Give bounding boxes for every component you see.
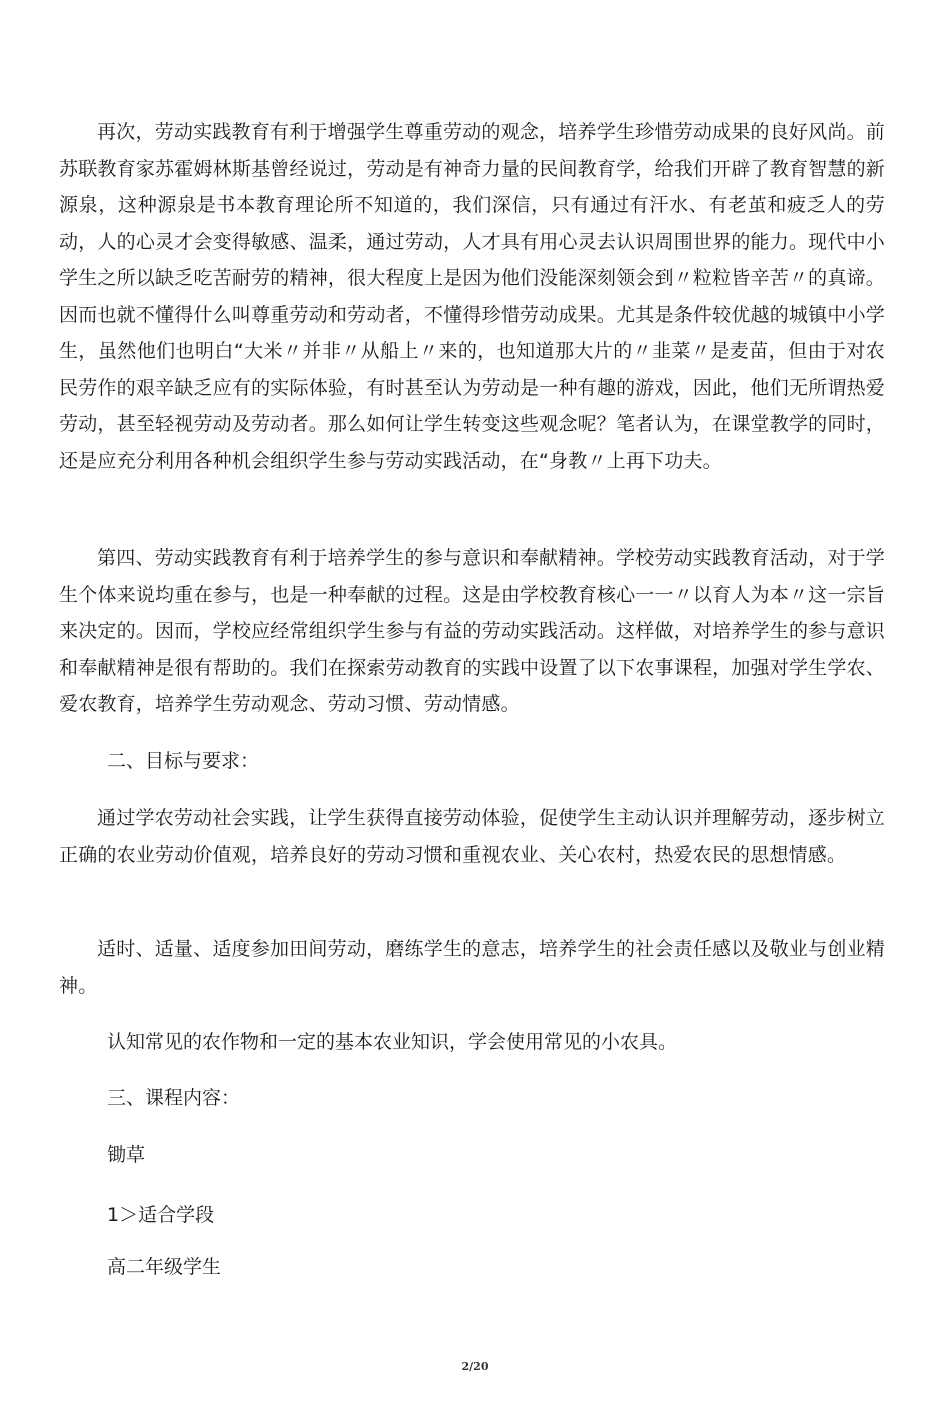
page-number: 2/20 (461, 1360, 489, 1373)
paragraph-participation: 第四、劳动实践教育有利于培养学生的参与意识和奉献精神。学校劳动实践教育活动，对于学生个体来说均重在参与，也是一种奉献的过程。这是由学校教育核心一一〃以育人为本〃这一宗旨来决定的。因而，学校应经常组织学生参与有益的劳动实践活动。这样做，对培养学生的参与意识和奉献精神是很有帮助的。我们在探索劳动教育的实践中设置了以下农事课程，加强对学生学农、爱农教育，培养学生劳动观念、劳动习惯、劳动情感。 (59, 547, 885, 715)
course-item-title: 锄草 (107, 1144, 146, 1166)
paragraph-goal-1: 通过学农劳动社会实践，让学生获得直接劳动体验，促使学生主动认识并理解劳动，逐步树立正确的农业劳动价值观，培养良好的劳动习惯和重视农业、关心农村，热爱农民的思想情感。 (59, 807, 885, 866)
paragraph-goal-3: 认知常见的农作物和一定的基本农业知识，学会使用常见的小农具。 (107, 1031, 678, 1053)
section-heading-goals: 二、目标与要求： (107, 750, 260, 772)
paragraph-goal-2: 适时、适量、适度参加田间劳动，磨练学生的意志，培养学生的社会责任感以及敬业与创业精神。 (59, 938, 885, 997)
section-heading-content: 三、课程内容： (107, 1087, 241, 1109)
course-item-subheading: 1＞适合学段 (107, 1204, 215, 1226)
paragraph-respect-labor: 再次，劳动实践教育有利于增强学生尊重劳动的观念，培养学生珍惜劳动成果的良好风尚。前苏联教育家苏霍姆林斯基曾经说过，劳动是有神奇力量的民间教育学，给我们开辟了教育智慧的新源泉，这种源泉是书本教育理论所不知道的，我们深信，只有通过有汗水、有老茧和疲乏人的劳动，人的心灵才会变得敏感、温柔，通过劳动，人才具有用心灵去认识周围世界的能力。现代中小学生之所以缺乏吃苦耐劳的精神，很大程度上是因为他们没能深刻领会到〃粒粒皆辛苦〃的真谛。因而也就不懂得什么叫尊重劳动和劳动者，不懂得珍惜劳动成果。尤其是条件较优越的城镇中小学生，虽然他们也明白“大米〃并非〃从船上〃来的，也知道那大片的〃韭菜〃是麦苗，但由于对农民劳作的艰辛缺乏应有的实际体验，有时甚至认为劳动是一种有趣的游戏，因此，他们无所谓热爱劳动，甚至轻视劳动及劳动者。那么如何让学生转变这些观念呢？笔者认为，在课堂教学的同时，还是应充分利用各种机会组织学生参与劳动实践活动，在“身教〃上再下功夫。 (59, 121, 885, 472)
course-item-value: 高二年级学生 (107, 1256, 222, 1278)
